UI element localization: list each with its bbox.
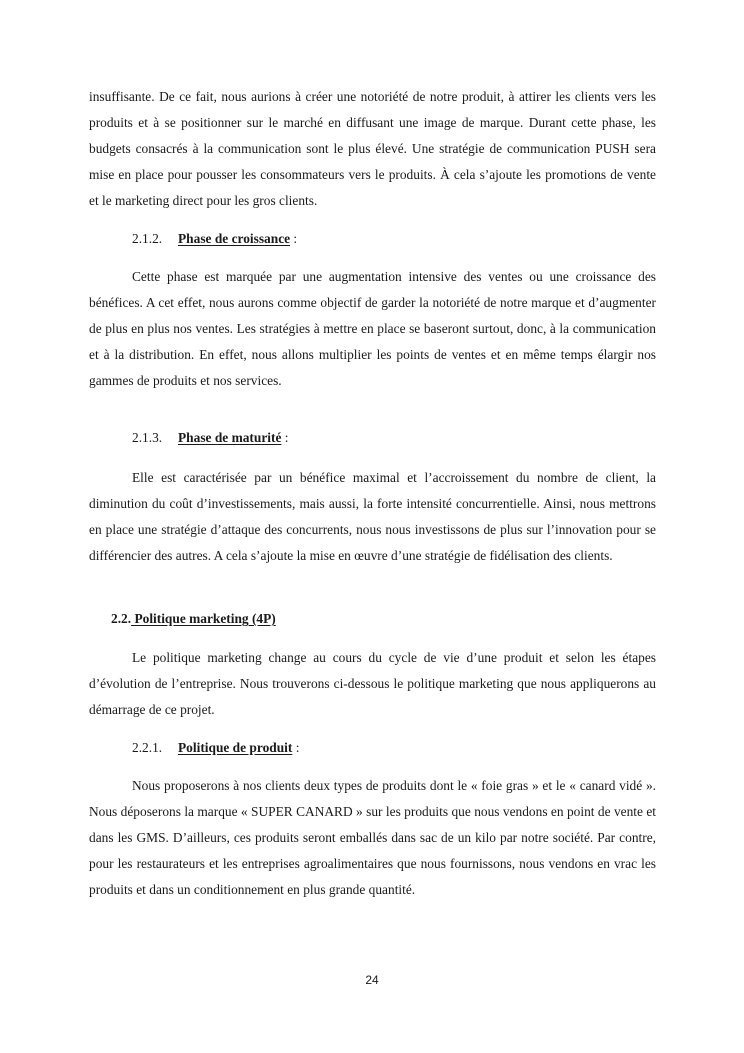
heading-title: Phase de maturité [178, 430, 282, 445]
paragraph-marketing-policy [89, 645, 656, 723]
heading-suffix: : [290, 231, 298, 246]
heading-suffix: : [281, 430, 289, 445]
heading-suffix: : [292, 740, 300, 755]
paragraph-text: Le politique marketing change au cours du cycle de vie d’une produit et selon les étapes d’évolution de l’entreprise. Nous trouverons ci-dessous le politique marketing que nous appliquerons au démarrage de ce projet. [89, 650, 656, 717]
heading-title: Politique de produit [178, 740, 293, 755]
heading-2-1-2 [132, 226, 297, 252]
heading-title: Phase de croissance [178, 231, 291, 246]
paragraph-text: Cette phase est marquée par une augmentation intensive des ventes ou une croissance des bénéfices. A cet effet, nous aurons comme objectif de garder la notoriété de notre marque et d’augmenter de plus en plus nos ventes. Les stratégies à mettre en place se baseront surtout, donc, à la communication et à la distribution. En effet, nous allons multiplier les points de ventes et en même temps élargir nos gammes de produits et nos services. [89, 269, 656, 388]
heading-title: Politique marketing (4P) [131, 611, 276, 626]
heading-2-1-3 [132, 425, 288, 451]
heading-number: 2.1.2. [132, 231, 163, 246]
heading-2-2 [111, 606, 276, 632]
heading-number: 2.2.1. [132, 740, 163, 755]
paragraph-maturity-phase [89, 465, 656, 569]
heading-number: 2.1.3. [132, 430, 163, 445]
heading-number: 2.2. [111, 611, 132, 626]
paragraph-text: Elle est caractérisée par un bénéfice maximal et l’accroissement du nombre de client, la diminution du coût d’investissements, mais aussi, la forte intensité concurrentielle. Ainsi, nous mettrons en place une stratégie d’attaque des concurrents, nous nous investissons de plus sur l’innovation pour se différencier des autres. A cela s’ajoute la mise en œuvre d’une stratégie de fidélisation des clients. [89, 470, 656, 563]
paragraph-growth-phase [89, 264, 656, 394]
paragraph-text: insuffisante. De ce fait, nous aurions à créer une notoriété de notre produit, à attirer les clients vers les produits et à se positionner sur le marché en diffusant une image de marque. Durant cette phase, les budgets consacrés à la communication sont le plus élevé. Une stratégie de communication PUSH sera mise en place pour pousser les consommateurs vers le produits. À cela s’ajoute les promotions de vente et le marketing direct pour les gros clients. [89, 89, 656, 208]
paragraph-introduction-phase-end [89, 84, 656, 214]
page-number: 24 [365, 973, 379, 987]
paragraph-text: Nous proposerons à nos clients deux types de produits dont le « foie gras » et le « canard vidé ». Nous déposerons la marque « SUPER CANARD » sur les produits que nous vendons en point de vente et dans les GMS. D’ailleurs, ces produits seront emballés dans sac de un kilo par notre société. Par contre, pour les restaurateurs et les entreprises agroalimentaires que nous fournissons, nous vendons en vrac les produits et dans un conditionnement en plus grande quantité. [89, 778, 656, 897]
heading-2-2-1 [132, 735, 299, 761]
paragraph-product-policy [89, 773, 656, 903]
